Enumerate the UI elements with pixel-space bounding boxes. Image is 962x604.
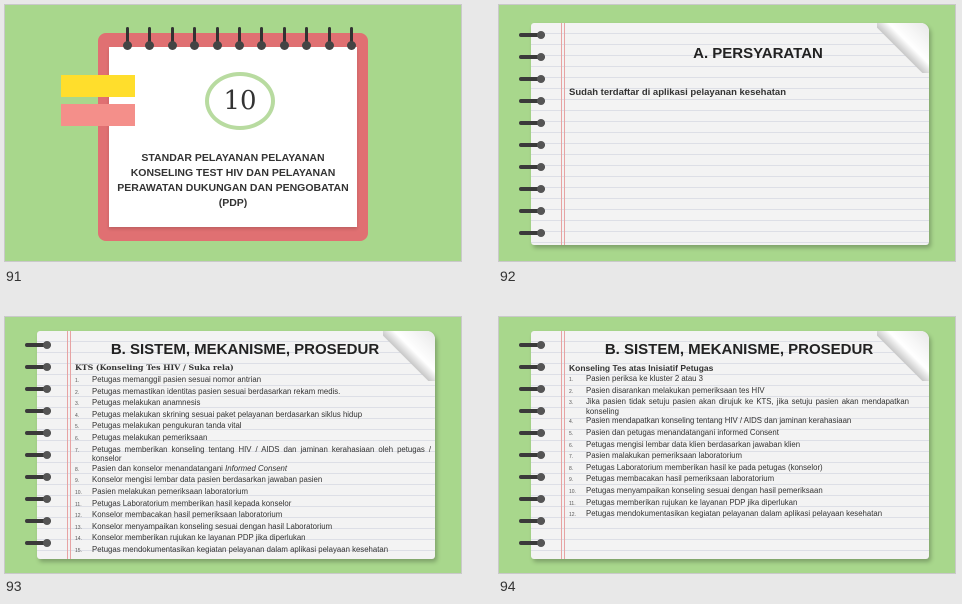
list-item-number: 11. — [569, 500, 576, 507]
spiral-ring — [519, 31, 545, 39]
slide-number: 93 — [6, 578, 22, 594]
list-item-text: Petugas melakukan pengukuran tanda vital — [92, 421, 242, 431]
list-item-number: 4. — [75, 412, 80, 419]
list-item — [75, 433, 431, 445]
list-item-number: 2. — [569, 388, 574, 395]
list-item — [75, 410, 431, 422]
spiral-ring — [519, 517, 545, 525]
list-item — [569, 374, 909, 386]
list-item-number: 14. — [75, 536, 82, 543]
spiral-ring — [25, 495, 51, 503]
list-item-text: Konselor menyampaikan konseling sesuai dengan hasil Laboratorium — [92, 521, 333, 531]
spiral-ring — [25, 429, 51, 437]
calendar-ring — [235, 27, 244, 51]
spiral-ring — [519, 385, 545, 393]
list-item-number: 8. — [569, 465, 574, 472]
list-item-text: Petugas mendokumentasikan kegiatan pelayanan dalam aplikasi pelayaan kesehatan — [586, 509, 883, 519]
list-item — [75, 487, 431, 499]
spiral-ring — [519, 363, 545, 371]
list-item-text: Konselor mengisi lembar data pasien berdasarkan jawaban pasien — [92, 475, 323, 485]
calendar-ring — [347, 27, 356, 51]
slide-body: Sudah terdaftar di aplikasi pelayanan kesehatan — [569, 87, 786, 98]
list-item — [75, 545, 431, 557]
calendar-ring — [325, 27, 334, 51]
list-item — [75, 398, 431, 410]
list-item — [75, 421, 431, 433]
list-item-number: 10. — [569, 488, 576, 495]
list-item-text: Petugas membacakan hasil pemeriksaan laboratorium — [586, 474, 775, 484]
slide-thumbnail-91[interactable] — [4, 4, 462, 262]
list-item-text: Petugas menyampaikan konseling sesuai dengan hasil pemeriksaan — [586, 485, 823, 495]
spiral-ring — [519, 229, 545, 237]
list-item-number: 10. — [75, 489, 82, 496]
list-item-number: 2. — [75, 389, 80, 396]
spiral-ring — [25, 517, 51, 525]
list-item-number: 12. — [75, 513, 82, 520]
list-item — [569, 386, 909, 398]
list-item-text: Pasien malakukan pemeriksaan laboratorium — [586, 451, 743, 461]
slide-thumbnail-92[interactable] — [498, 4, 956, 262]
list-item-text: Pasien periksa ke kluster 2 atau 3 — [586, 374, 704, 383]
spiral-ring — [519, 141, 545, 149]
slide-subtitle: KTS (Konseling Tes HIV / Suka rela) — [75, 363, 234, 372]
spiral-ring — [519, 97, 545, 105]
list-item — [569, 416, 909, 428]
spiral-ring — [25, 385, 51, 393]
list-item-number: 1. — [569, 377, 574, 383]
list-item — [75, 522, 431, 534]
list-item — [75, 475, 431, 487]
spiral-ring — [519, 495, 545, 503]
spiral-ring — [519, 53, 545, 61]
slide-number: 92 — [500, 268, 516, 284]
list-item — [75, 464, 431, 476]
list-item-number: 6. — [569, 442, 574, 449]
spiral-ring — [519, 429, 545, 437]
list-item — [569, 440, 909, 452]
spiral-ring — [519, 119, 545, 127]
list-item-number: 7. — [569, 454, 574, 461]
spiral-ring — [519, 207, 545, 215]
slide-thumbnail-93[interactable] — [4, 316, 462, 574]
list-item — [75, 499, 431, 511]
spiral-ring — [519, 75, 545, 83]
spiral-ring — [519, 539, 545, 547]
list-item-number: 7. — [75, 447, 80, 454]
spiral-ring — [519, 407, 545, 415]
spiral-ring — [25, 407, 51, 415]
list-item-text: Petugas memastikan identitas pasien sesuai berdasarkan rekam medis. — [92, 386, 341, 396]
list-item-number: 11. — [75, 501, 82, 508]
list-item-text: Konselor memberikan rujukan ke layanan PDP jika diperlukan — [92, 533, 306, 543]
calendar-ring — [257, 27, 266, 51]
list-item-text: Petugas mendokumentasikan kegiatan pelayanan dalam aplikasi pelayaan kesehatan — [92, 544, 389, 554]
spiral-ring — [519, 451, 545, 459]
list-item-number: 13. — [75, 524, 82, 531]
list-item-number: 3. — [569, 400, 574, 407]
list-item-text: Konselor membacakan hasil pemeriksaan laboratorium — [92, 510, 283, 520]
list-item-text: Petugas memanggil pasien sesuai nomor antrian — [92, 375, 262, 384]
slide-number: 91 — [6, 268, 22, 284]
slide-title: STANDAR PELAYANAN PELAYANAN KONSELING TEST HIV DAN PELAYANAN PERAWATAN DUKUNGAN DAN PENGOBATAN (PDP) — [117, 152, 349, 209]
list-item-number: 9. — [75, 478, 80, 485]
calendar-ring — [168, 27, 177, 51]
yellow-tab — [61, 75, 135, 97]
slide-subtitle: Konseling Tes atas Inisiatif Petugas — [569, 363, 714, 373]
calendar-ring — [280, 27, 289, 51]
list-item — [569, 463, 909, 475]
list-item-number: 8. — [75, 466, 80, 473]
calendar-ring — [190, 27, 199, 51]
margin-line — [564, 331, 565, 559]
list-item-number: 12. — [569, 512, 576, 519]
spiral-ring — [519, 341, 545, 349]
list-item-text: Petugas Laboratorium memberikan hasil ke pada petugas (konselor) — [586, 462, 823, 472]
margin-line — [564, 23, 565, 245]
list-item — [569, 451, 909, 463]
list-item — [569, 486, 909, 498]
list-item-text: Jika pasien tidak setuju pasien akan dirujuk ke KTS, jika setuju pasien akan mendapatkan konseling — [586, 397, 909, 416]
list-item-number: 1. — [75, 378, 80, 384]
list-item — [75, 510, 431, 522]
procedure-list — [75, 375, 431, 557]
list-item — [569, 474, 909, 486]
calendar-ring — [213, 27, 222, 51]
slide-title: B. SISTEM, MEKANISME, PROSEDUR — [604, 341, 874, 358]
list-item — [569, 498, 909, 510]
spiral-ring — [25, 341, 51, 349]
list-item-text: Pasien mendapatkan konseling tentang HIV / AIDS dan jaminan kerahasiaan — [586, 416, 852, 426]
section-number-badge — [205, 72, 275, 130]
margin-line — [561, 23, 562, 245]
list-item-number: 4. — [569, 419, 574, 426]
list-item — [569, 509, 909, 521]
pink-tab — [61, 104, 135, 126]
list-item-text: Petugas melakukan pemeriksaan — [92, 432, 208, 442]
margin-line — [561, 331, 562, 559]
list-item — [75, 387, 431, 399]
spiral-ring — [519, 473, 545, 481]
margin-line — [67, 331, 68, 559]
list-item-number: 3. — [75, 401, 80, 408]
margin-line — [70, 331, 71, 559]
spiral-ring — [25, 451, 51, 459]
list-item — [75, 445, 431, 464]
calendar-ring — [302, 27, 311, 51]
calendar-ring — [145, 27, 154, 51]
list-item-number: 9. — [569, 477, 574, 484]
slide-thumbnail-94[interactable] — [498, 316, 956, 574]
list-item-text: Petugas memberikan konseling tentang HIV / AIDS dan jaminan kerahasiaan oleh petugas / konselor — [92, 444, 431, 464]
list-item-text: Pasien dan petugas menandatangani informed Consent — [586, 427, 779, 437]
list-item-number: 5. — [569, 430, 574, 437]
slide-number: 94 — [500, 578, 516, 594]
calendar-ring — [123, 27, 132, 51]
list-item-text: Petugas mengisi lembar data klien berdasarkan jawaban klien — [586, 439, 801, 449]
slide-title: B. SISTEM, MEKANISME, PROSEDUR — [110, 341, 380, 358]
list-item — [75, 533, 431, 545]
list-item-text: Petugas Laboratorium memberikan hasil kepada konselor — [92, 498, 292, 508]
list-item-text: Pasien dan konselor menandatangani Informed Consent — [92, 463, 288, 473]
list-item-number: 15. — [75, 547, 82, 554]
list-item-text: Petugas melakukan anamnesis — [92, 398, 201, 408]
list-item-number: 5. — [75, 424, 80, 431]
list-item-text: Pasien disarankan melakukan pemeriksaan tes HIV — [586, 385, 765, 395]
procedure-list — [569, 374, 909, 521]
list-item — [569, 397, 909, 416]
list-item-text: Petugas memberikan rujukan ke layanan PDP jika diperlukan — [586, 497, 798, 507]
spiral-ring — [519, 185, 545, 193]
slide-title: A. PERSYARATAN — [693, 45, 823, 62]
list-item-number: 6. — [75, 435, 80, 442]
spiral-ring — [25, 539, 51, 547]
list-item-text: Pasien melakukan pemeriksaan laboratorium — [92, 486, 249, 496]
list-item-text: Petugas melakukan skrining sesuai paket pelayanan berdasarkan siklus hidup — [92, 409, 363, 419]
spiral-ring — [519, 163, 545, 171]
list-item — [75, 375, 431, 387]
spiral-ring — [25, 363, 51, 371]
spiral-ring — [25, 473, 51, 481]
section-number: 10 — [223, 86, 257, 116]
list-item — [569, 428, 909, 440]
